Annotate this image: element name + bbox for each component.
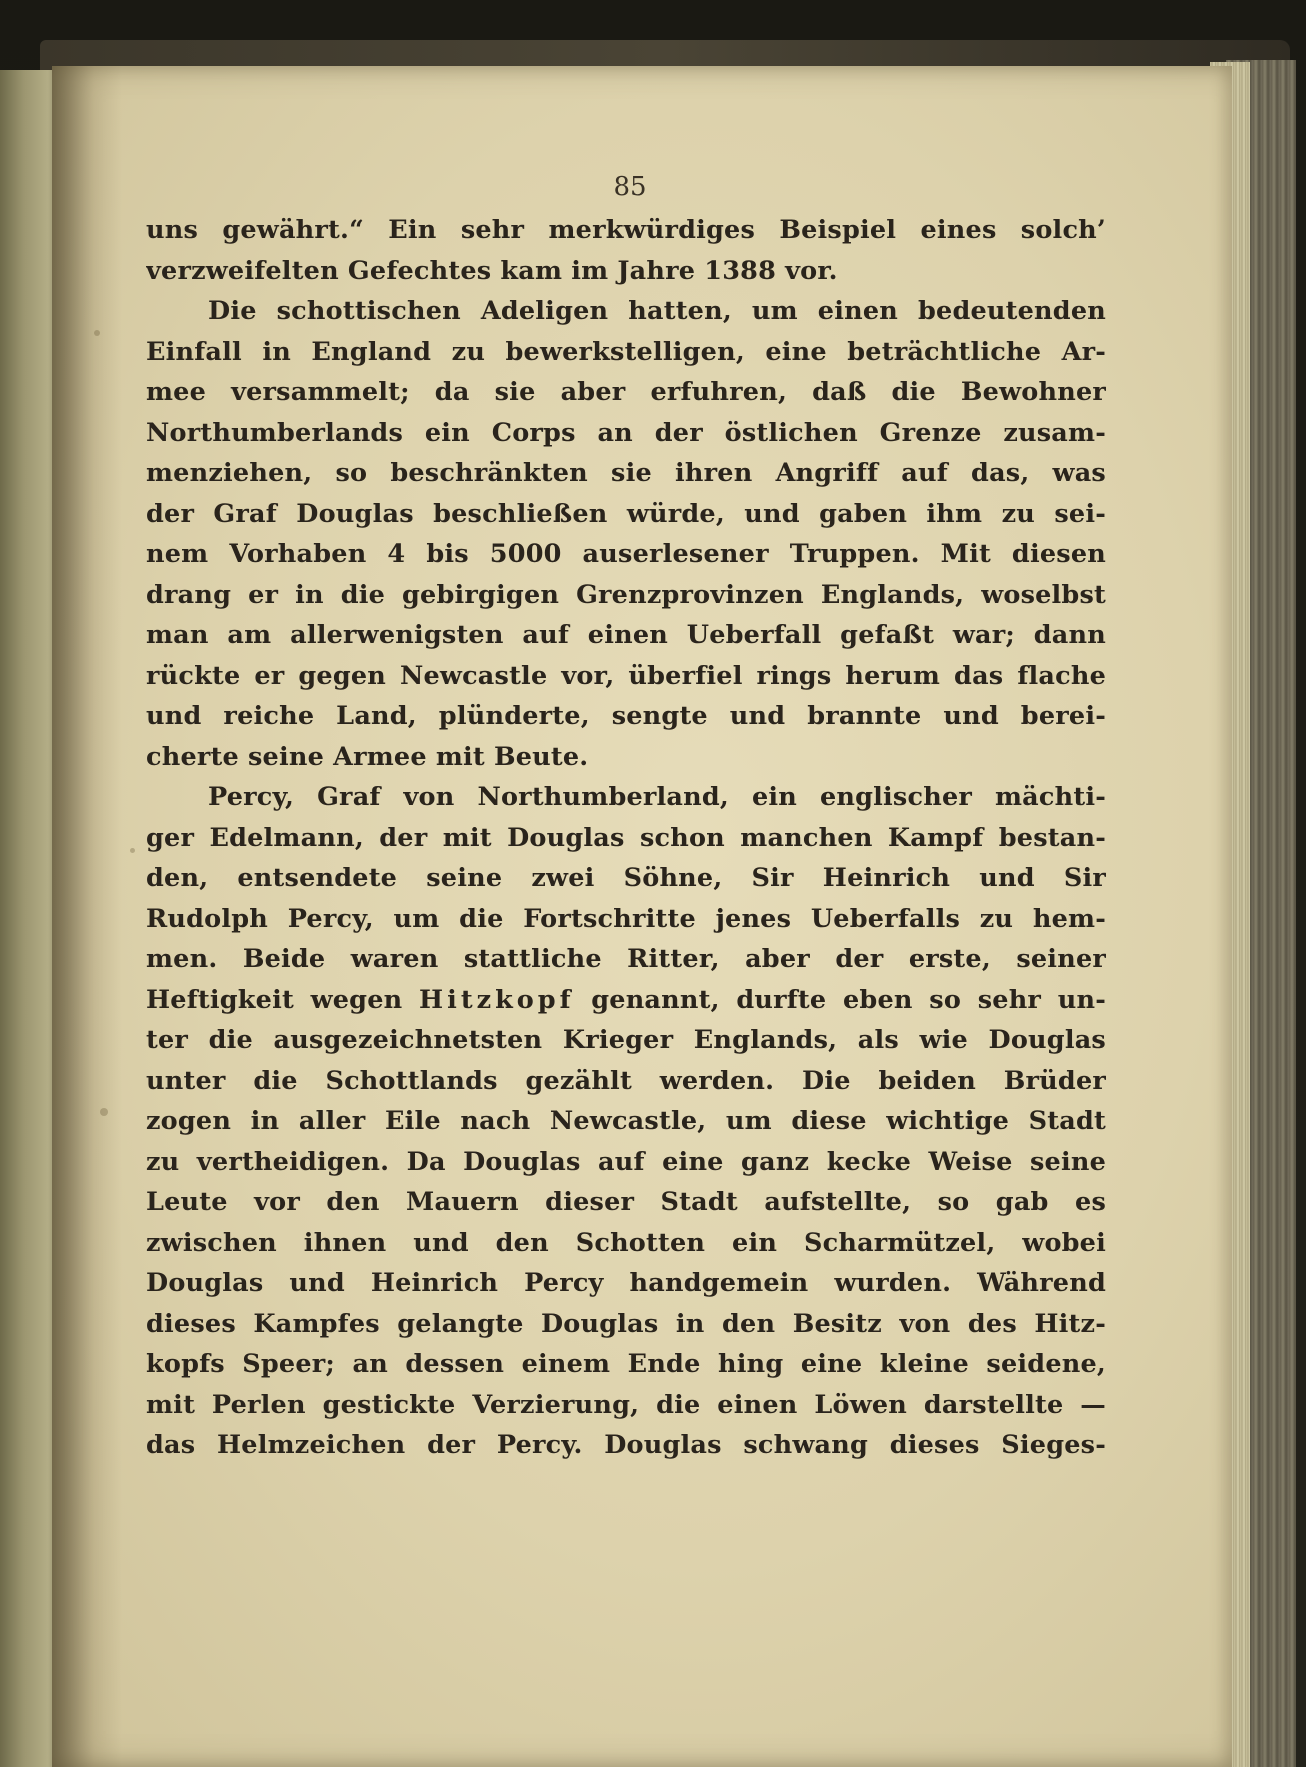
text-line: Die schottischen Adeligen hatten, um einen bedeutenden	[208, 296, 1106, 326]
page-gutter-shadow	[52, 66, 122, 1767]
text-line: Rudolph Percy, um die Fortschritte jenes Ueberfalls zu hem-	[146, 903, 1106, 934]
text-line: dieses Kampfes gelangte Douglas in den Besitz von des Hitz-	[146, 1308, 1106, 1339]
text-line: nem Vorhaben 4 bis 5000 auserlesener Truppen. Mit diesen	[146, 539, 1106, 569]
text-line: zwischen ihnen und den Schotten ein Scharmützel, wobei	[146, 1227, 1106, 1258]
page-stain	[130, 848, 135, 853]
text-line: uns gewährt.“ Ein sehr merkwürdiges Beispiel eines solch’	[146, 215, 1106, 245]
emphasized-word: Hitzkopf	[419, 984, 575, 1015]
text-line: Percy, Graf von Northumberland, ein englischer mächti-	[208, 782, 1106, 812]
previous-page-edge	[0, 70, 60, 1767]
text-line: verzweifelten Gefechtes kam im Jahre 1388 vor.	[146, 255, 838, 286]
text-line: cherte seine Armee mit Beute.	[146, 741, 589, 772]
text-line: das Helmzeichen der Percy. Douglas schwang dieses Sieges-	[146, 1430, 1106, 1460]
page-number: 85	[613, 172, 647, 202]
text-line: zogen in aller Eile nach Newcastle, um diese wichtige Stadt	[146, 1106, 1106, 1136]
text-line: unter die Schottlands gezählt werden. Die beiden Brüder	[146, 1065, 1106, 1096]
page-stain	[94, 330, 100, 336]
text-line: der Graf Douglas beschließen würde, und gaben ihm zu sei-	[146, 498, 1106, 529]
text-line: Leute vor den Mauern dieser Stadt aufstellte, so gab es	[146, 1187, 1106, 1217]
text-line: mee versammelt; da sie aber erfuhren, daß die Bewohner	[146, 377, 1106, 407]
text-line: rückte er gegen Newcastle vor, überfiel rings herum das flache	[146, 660, 1106, 691]
text-segment: Heftigkeit wegen	[146, 984, 403, 1015]
text-line: men. Beide waren stattliche Ritter, aber der erste, seiner	[146, 944, 1106, 974]
text-line: ger Edelmann, der mit Douglas schon manchen Kampf bestan-	[146, 822, 1106, 853]
text-line: man am allerwenigsten auf einen Ueberfall gefaßt war; dann	[146, 620, 1106, 650]
text-line: mit Perlen gestickte Verzierung, die einen Löwen darstellte —	[146, 1389, 1106, 1420]
text-line: drang er in die gebirgigen Grenzprovinzen Englands, woselbst	[146, 579, 1106, 610]
text-line	[146, 980, 1106, 1021]
text-line: den, entsendete seine zwei Söhne, Sir Heinrich und Sir	[146, 863, 1106, 893]
text-line: menziehen, so beschränkten sie ihren Angriff auf das, was	[146, 458, 1106, 488]
page-stain	[100, 1108, 108, 1116]
text-line: ter die ausgezeichnetsten Krieger Englands, als wie Douglas	[146, 1025, 1106, 1055]
text-line: Douglas und Heinrich Percy handgemein wurden. Während	[146, 1268, 1106, 1298]
text-line: Einfall in England zu bewerkstelligen, eine beträchtliche Ar-	[146, 336, 1106, 367]
text-line: Northumberlands ein Corps an der östlichen Grenze zusam-	[146, 417, 1106, 448]
text-line: und reiche Land, plünderte, sengte und brannte und berei-	[146, 701, 1106, 731]
text-line: zu vertheidigen. Da Douglas auf eine ganz kecke Weise seine	[146, 1146, 1106, 1177]
text-segment: genannt, durfte eben so sehr un-	[591, 984, 1106, 1015]
text-line: kopfs Speer; an dessen einem Ende hing eine kleine seidene,	[146, 1349, 1106, 1379]
body-text	[146, 210, 1106, 1466]
